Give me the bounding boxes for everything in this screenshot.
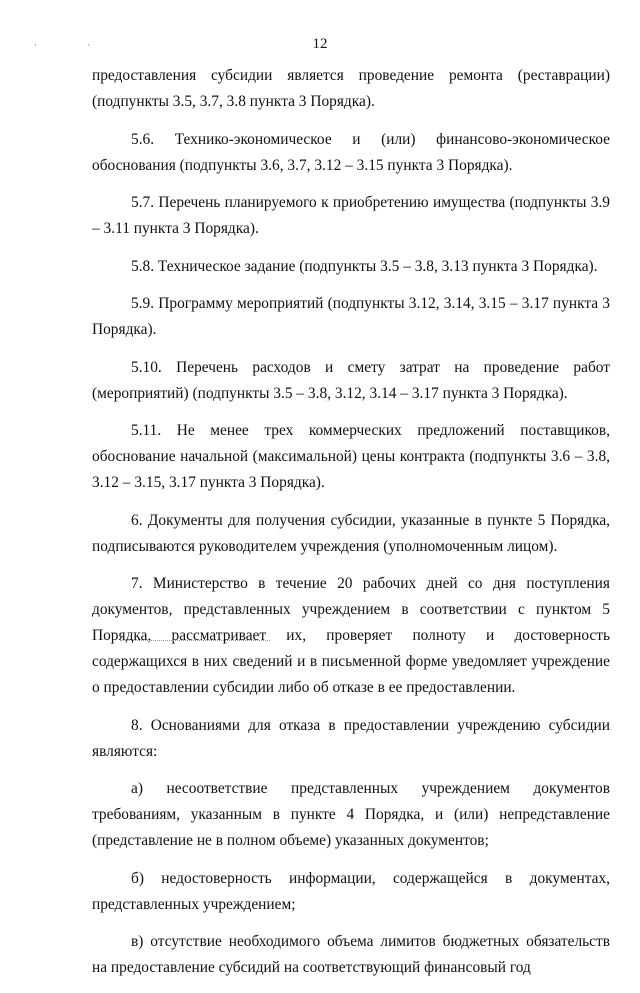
page-number: 12 xyxy=(312,36,328,52)
paragraph: 6. Документы для получения субсидии, указанные в пункте 5 Порядка, подписываются руководителем учреждения (уполномоченным лицом). xyxy=(92,511,610,555)
paragraph: предоставления субсидии является проведение ремонта (реставрации) (подпункты 3.5, 3.7, 3.8 пункта 3 Порядка). xyxy=(92,67,610,110)
paragraph: а) несоответствие представленных учреждением документов требованиям, указанным в пункте 4 Порядка, и (или) непредставление (представление не в полном объеме) указанных документов; xyxy=(92,780,610,849)
paragraph: 7. Министерство в течение 20 рабочих дней со дня поступления документов, представленных учреждением в соответствии с пунктом 5 Порядка, рассматривает их, проверяет полноту и достоверность содержащихся в них сведений и в письменной форме уведомляет учреждение о предоставлении субсидии либо об отказе в ее предоставлении. xyxy=(92,575,610,696)
document-body xyxy=(92,63,610,993)
paragraph: 5.6. Технико-экономическое и (или) финансово-экономическое обоснования (подпункты 3.6, 3.7, 3.12 – 3.15 пункта 3 Порядка). xyxy=(92,130,610,174)
paragraph: 5.9. Программу мероприятий (подпункты 3.12, 3.14, 3.15 – 3.17 пункта 3 Порядка). xyxy=(92,295,610,338)
scan-marks: · · xyxy=(34,40,115,50)
paragraph: 5.7. Перечень планируемого к приобретению имущества (подпункты 3.9 – 3.11 пункта 3 Порядка). xyxy=(92,194,610,237)
scan-noise xyxy=(120,640,270,642)
paragraph: 5.10. Перечень расходов и смету затрат на проведение работ (мероприятий) (подпункты 3.5 – 3.8, 3.12, 3.14 – 3.17 пункта 3 Порядка). xyxy=(92,358,610,402)
paragraph: 8. Основаниями для отказа в предоставлении учреждению субсидии являются: xyxy=(92,716,610,760)
paragraph: 5.11. Не менее трех коммерческих предложений поставщиков, обоснование начальной (максимальной) цены контракта (подпункты 3.6 – 3.8, 3.12 – 3.15, 3.17 пункта 3 Порядка). xyxy=(92,422,610,491)
paragraph: в) отсутствие необходимого объема лимитов бюджетных обязательств на предоставление субсидий на соответствующий финансовый год xyxy=(92,933,610,976)
paragraph: 5.8. Техническое задание (подпункты 3.5 – 3.8, 3.13 пункта 3 Порядка). xyxy=(131,257,598,275)
paragraph: б) недостоверность информации, содержащейся в документах, представленных учреждением; xyxy=(92,869,610,913)
